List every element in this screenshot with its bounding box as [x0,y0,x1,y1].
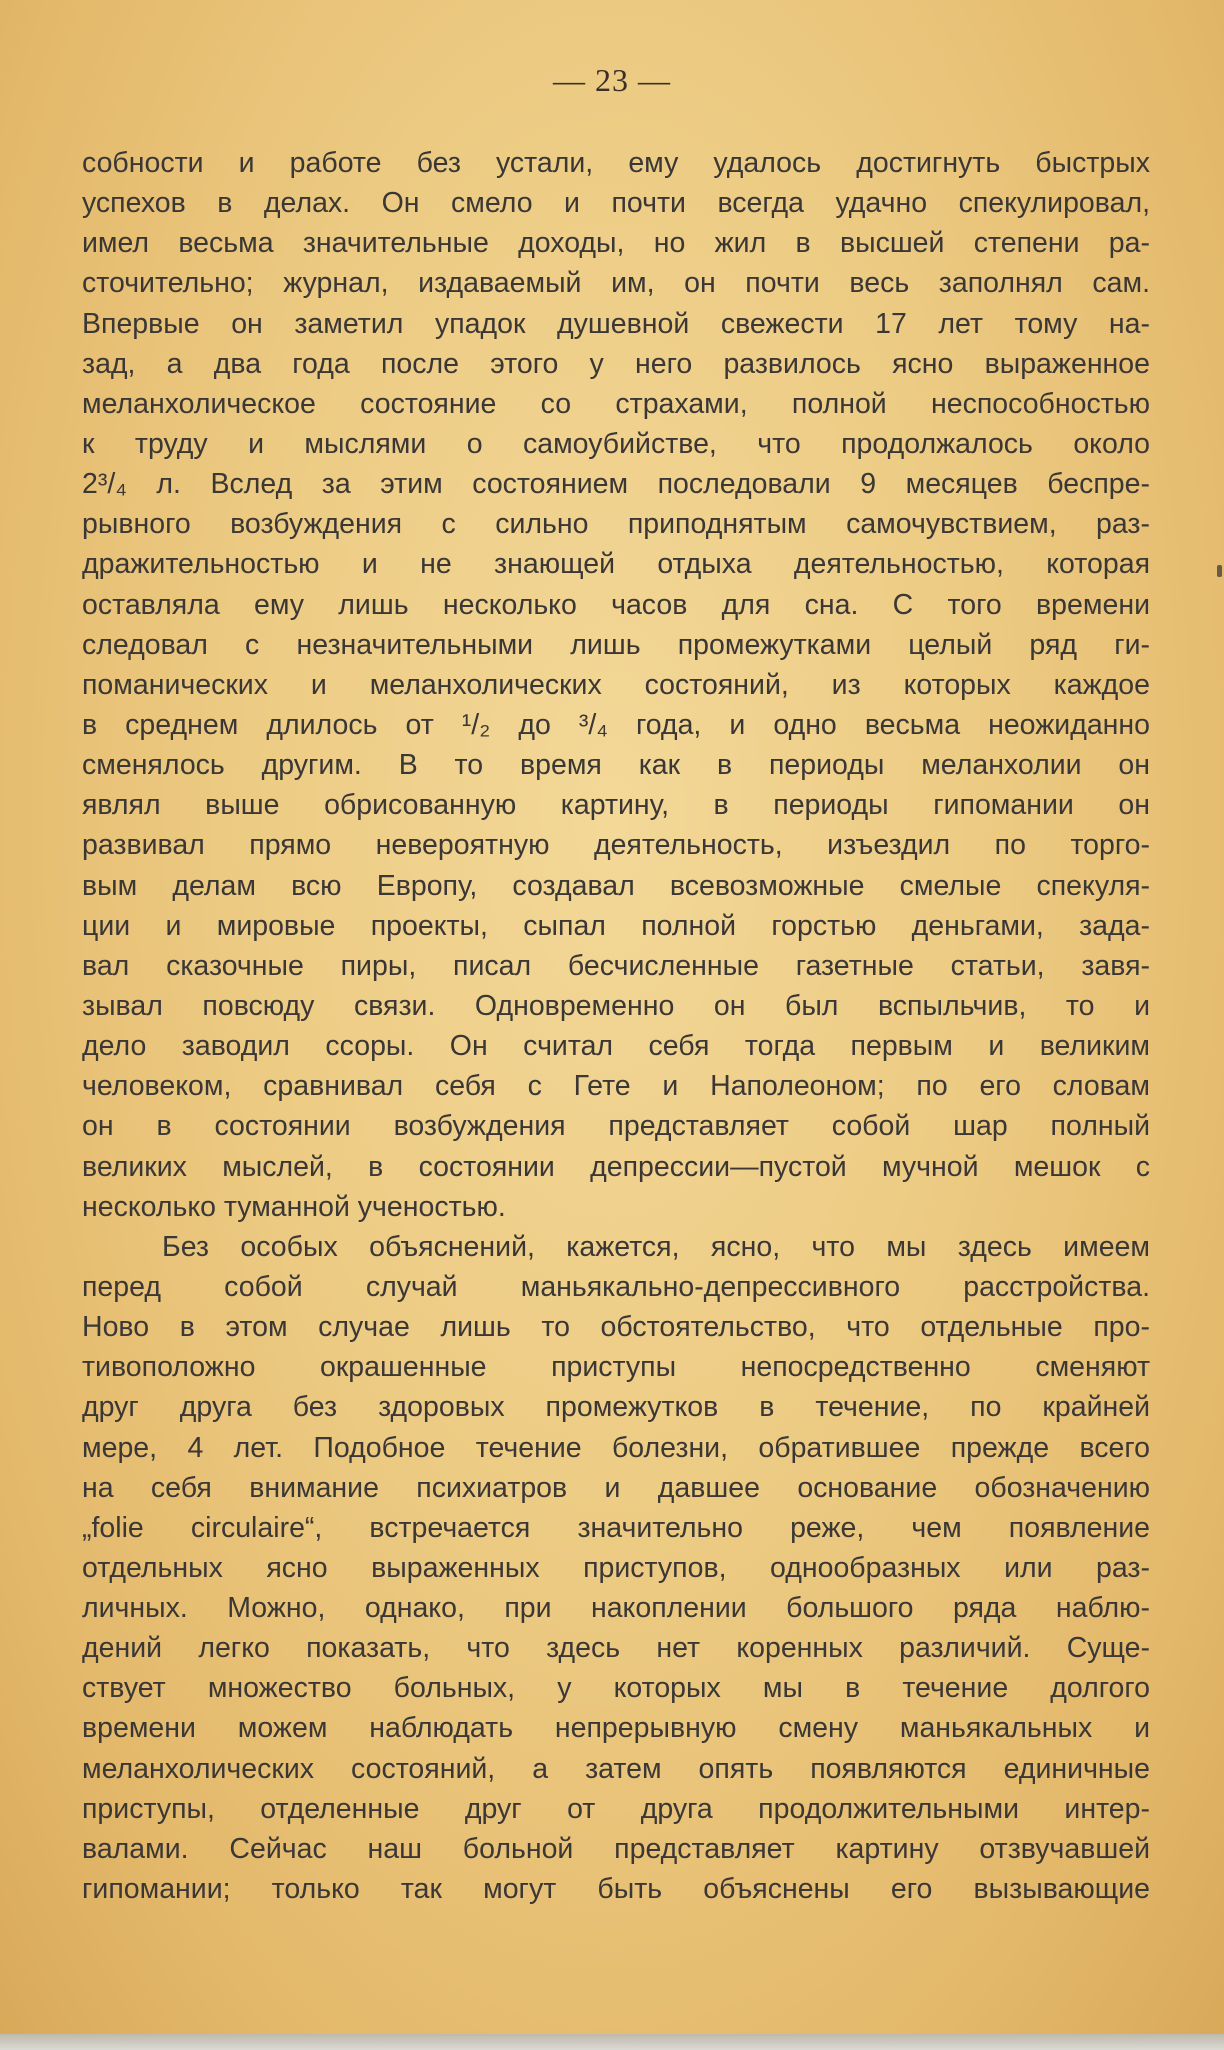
text-line: времени можем наблюдать непрерывную смену маньякальных и [82,1712,1150,1745]
text-line: следовал с незначительными лишь промежутками целый ряд ги- [82,628,1150,661]
text-line: личных. Можно, однако, при накоплении большого ряда наблю- [82,1592,1150,1625]
text-line: приступы, отделенные друг от друга продолжительными интер- [82,1792,1150,1825]
text-line: гипомании; только так могут быть объяснены его вызывающие [82,1873,1150,1906]
text-line: несколько туманной ученостью. [82,1190,506,1223]
text-line: великих мыслей, в состоянии депрессии—пустой мучной мешок с [82,1150,1150,1183]
text-line: Без особых объяснений, кажется, ясно, что мы здесь имеем [162,1230,1150,1263]
text-line: успехов в делах. Он смело и почти всегда удачно спекулировал, [82,187,1150,220]
text-line: поманических и меланхолических состояний, из которых каждое [82,668,1150,701]
text-line: мере, 4 лет. Подобное течение болезни, обратившее прежде всего [82,1431,1150,1464]
text-line: он в состоянии возбуждения представляет собой шар полный [82,1110,1150,1143]
text-line: ции и мировые проекты, сыпал полной горстью деньгами, зада- [82,909,1150,942]
page-number: — 23 — [553,62,671,98]
text-line: имел весьма значительные доходы, но жил в высшей степени ра- [82,227,1150,260]
text-line: в среднем длилось от ¹/₂ до ³/₄ года, и одно весьма неожиданно [82,708,1150,741]
text-line: тивоположно окрашенные приступы непосредственно сменяют [82,1351,1150,1384]
text-line: являл выше обрисованную картину, в периоды гипомании он [82,789,1150,822]
text-line: „folie circulaire“, встречается значительно реже, чем появление [82,1511,1150,1544]
text-line: сточительно; журнал, издаваемый им, он почти весь заполнял сам. [82,267,1150,300]
text-line: на себя внимание психиатров и давшее основание обозначению [82,1471,1150,1504]
text-line: 2³/₄ л. Вслед за этим состоянием последовали 9 месяцев беспре- [82,468,1150,501]
text-line: зад, а два года после этого у него развилось ясно выраженное [82,347,1150,380]
text-line: перед собой случай маньякально-депрессивного расстройства. [82,1270,1150,1303]
text-line: рывного возбуждения с сильно приподнятым самочувствием, раз- [82,508,1150,541]
scanner-edge [0,2034,1224,2050]
text-line: собности и работе без устали, ему удалось достигнуть быстрых [82,147,1150,179]
paragraph-2 [82,1227,1150,1909]
text-line: вым делам всю Европу, создавал всевозможные смелые спекуля- [82,869,1150,902]
text-line: отдельных ясно выраженных приступов, однообразных или раз- [82,1551,1150,1584]
text-line: дражительностью и не знающей отдыха деятельностью, которая [82,548,1150,581]
text-line: меланхолическое состояние со страхами, полной неспособностью [82,387,1150,420]
text-line: вал сказочные пиры, писал бесчисленные газетные статьи, завя- [82,949,1150,982]
text-line: развивал прямо невероятную деятельность, изъездил по торго- [82,829,1150,862]
text-line: Ново в этом случае лишь то обстоятельство, что отдельные про- [82,1311,1150,1344]
text-line: ствует множество больных, у которых мы в течение долгого [82,1672,1150,1705]
text-line: дений легко показать, что здесь нет коренных различий. Суще- [82,1632,1150,1665]
text-line: оставляла ему лишь несколько часов для сна. С того времени [82,588,1150,621]
paragraph-1 [82,143,1150,1227]
text-line: человеком, сравнивал себя с Гете и Наполеоном; по его словам [82,1070,1150,1103]
text-line: к труду и мыслями о самоубийстве, что продолжалось около [82,427,1150,460]
text-line: меланхолических состояний, а затем опять появляются единичные [82,1752,1150,1785]
text-line: друг друга без здоровых промежутков в течение, по крайней [82,1391,1150,1424]
text-line: валами. Сейчас наш больной представляет картину отзвучавшей [82,1832,1150,1865]
text-line: дело заводил ссоры. Он считал себя тогда первым и великим [82,1030,1150,1063]
body-text [82,143,1150,1909]
text-line: Впервые он заметил упадок душевной свежести 17 лет тому на- [82,307,1150,340]
text-line: зывал повсюду связи. Одновременно он был вспыльчив, то и [82,989,1150,1022]
text-line: сменялось другим. В то время как в периоды меланхолии он [82,749,1150,782]
paper-blemish [1217,565,1222,577]
